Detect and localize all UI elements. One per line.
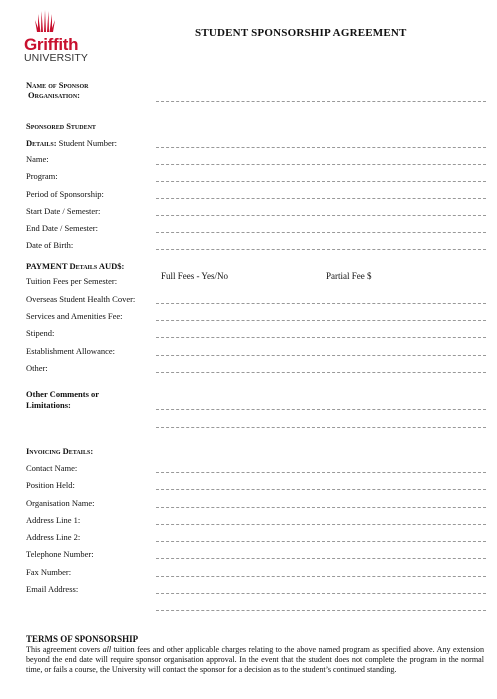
comments-field-2[interactable] [156,427,486,428]
email-field-extra[interactable] [156,610,486,611]
ssaf-field[interactable] [156,320,486,321]
comments-heading-2: Limitations: [26,400,71,410]
establishment-label: Establishment Allowance: [26,346,115,356]
full-fees-label: Full Fees - Yes/No [161,271,229,281]
student-heading: Sponsored Student [26,121,96,131]
start-date-field[interactable] [156,215,486,216]
dob-field[interactable] [156,249,486,250]
logo-wordmark: Griffith [24,35,79,54]
terms-text-emphasis: all [102,645,112,654]
end-date-field[interactable] [156,232,486,233]
terms-heading: TERMS OF SPONSORSHIP [26,634,139,644]
terms-text-start: This agreement covers [26,645,103,654]
terms-paragraph [26,645,484,675]
start-date-label: Start Date / Semester: [26,206,101,216]
address-1-label: Address Line 1: [26,515,81,525]
sponsor-heading-2: Organisation: [28,90,81,100]
contact-name-label: Contact Name: [26,463,78,473]
oshc-field[interactable] [156,303,486,304]
student-number-label: Student Number: [58,138,117,148]
student-name-field[interactable] [156,164,486,165]
partial-fee-label: Partial Fee $ [326,271,372,281]
address-1-field[interactable] [156,524,486,525]
address-2-field[interactable] [156,541,486,542]
period-label: Period of Sponsorship: [26,189,104,199]
stipend-field[interactable] [156,337,486,338]
dob-label: Date of Birth: [26,240,74,250]
establishment-field[interactable] [156,355,486,356]
details-heading: Details: [26,138,57,148]
other-field[interactable] [156,372,486,373]
logo-university: UNIVERSITY [24,52,89,64]
sponsor-heading-1: Name of Sponsor [26,80,89,90]
comments-heading-1: Other Comments or [26,389,100,399]
position-field[interactable] [156,489,486,490]
address-2-label: Address Line 2: [26,532,81,542]
program-field[interactable] [156,181,486,182]
page-title: STUDENT SPONSORSHIP AGREEMENT [195,27,407,39]
student-details-row [26,138,117,148]
terms-text-rest: tuition fees and other applicable charges relating to the above named program as specified above. Any extension beyond the end date will require sponsor organisation approval. In the event that the student does not complete the program in the normal time, or fails a course, the University will contact the sponsor for a decision as to the student’s continued standing. [26,645,484,674]
contact-name-field[interactable] [156,472,486,473]
stipend-label: Stipend: [26,328,55,338]
fax-label: Fax Number: [26,567,72,577]
program-label: Program: [26,171,58,181]
telephone-field[interactable] [156,558,486,559]
oshc-label: Overseas Student Health Cover: [26,294,136,304]
telephone-label: Telephone Number: [26,549,94,559]
ssaf-label: Services and Amenities Fee: [26,311,123,321]
org-name-label: Organisation Name: [26,498,95,508]
end-date-label: End Date / Semester: [26,223,98,233]
fax-field[interactable] [156,576,486,577]
tuition-label: Tuition Fees per Semester: [26,276,118,286]
other-label: Other: [26,363,48,373]
email-field[interactable] [156,593,486,594]
comments-field-1[interactable] [156,409,486,410]
payment-heading: PAYMENT Details AUD$: [26,261,125,271]
crest-icon [24,10,68,36]
student-name-label: Name: [26,154,49,164]
org-name-field[interactable] [156,507,486,508]
position-label: Position Held: [26,480,75,490]
period-field[interactable] [156,198,486,199]
student-number-field[interactable] [156,147,486,148]
email-label: Email Address: [26,584,79,594]
invoicing-heading: Invoicing Details: [26,446,94,456]
sponsor-org-field[interactable] [156,101,486,102]
